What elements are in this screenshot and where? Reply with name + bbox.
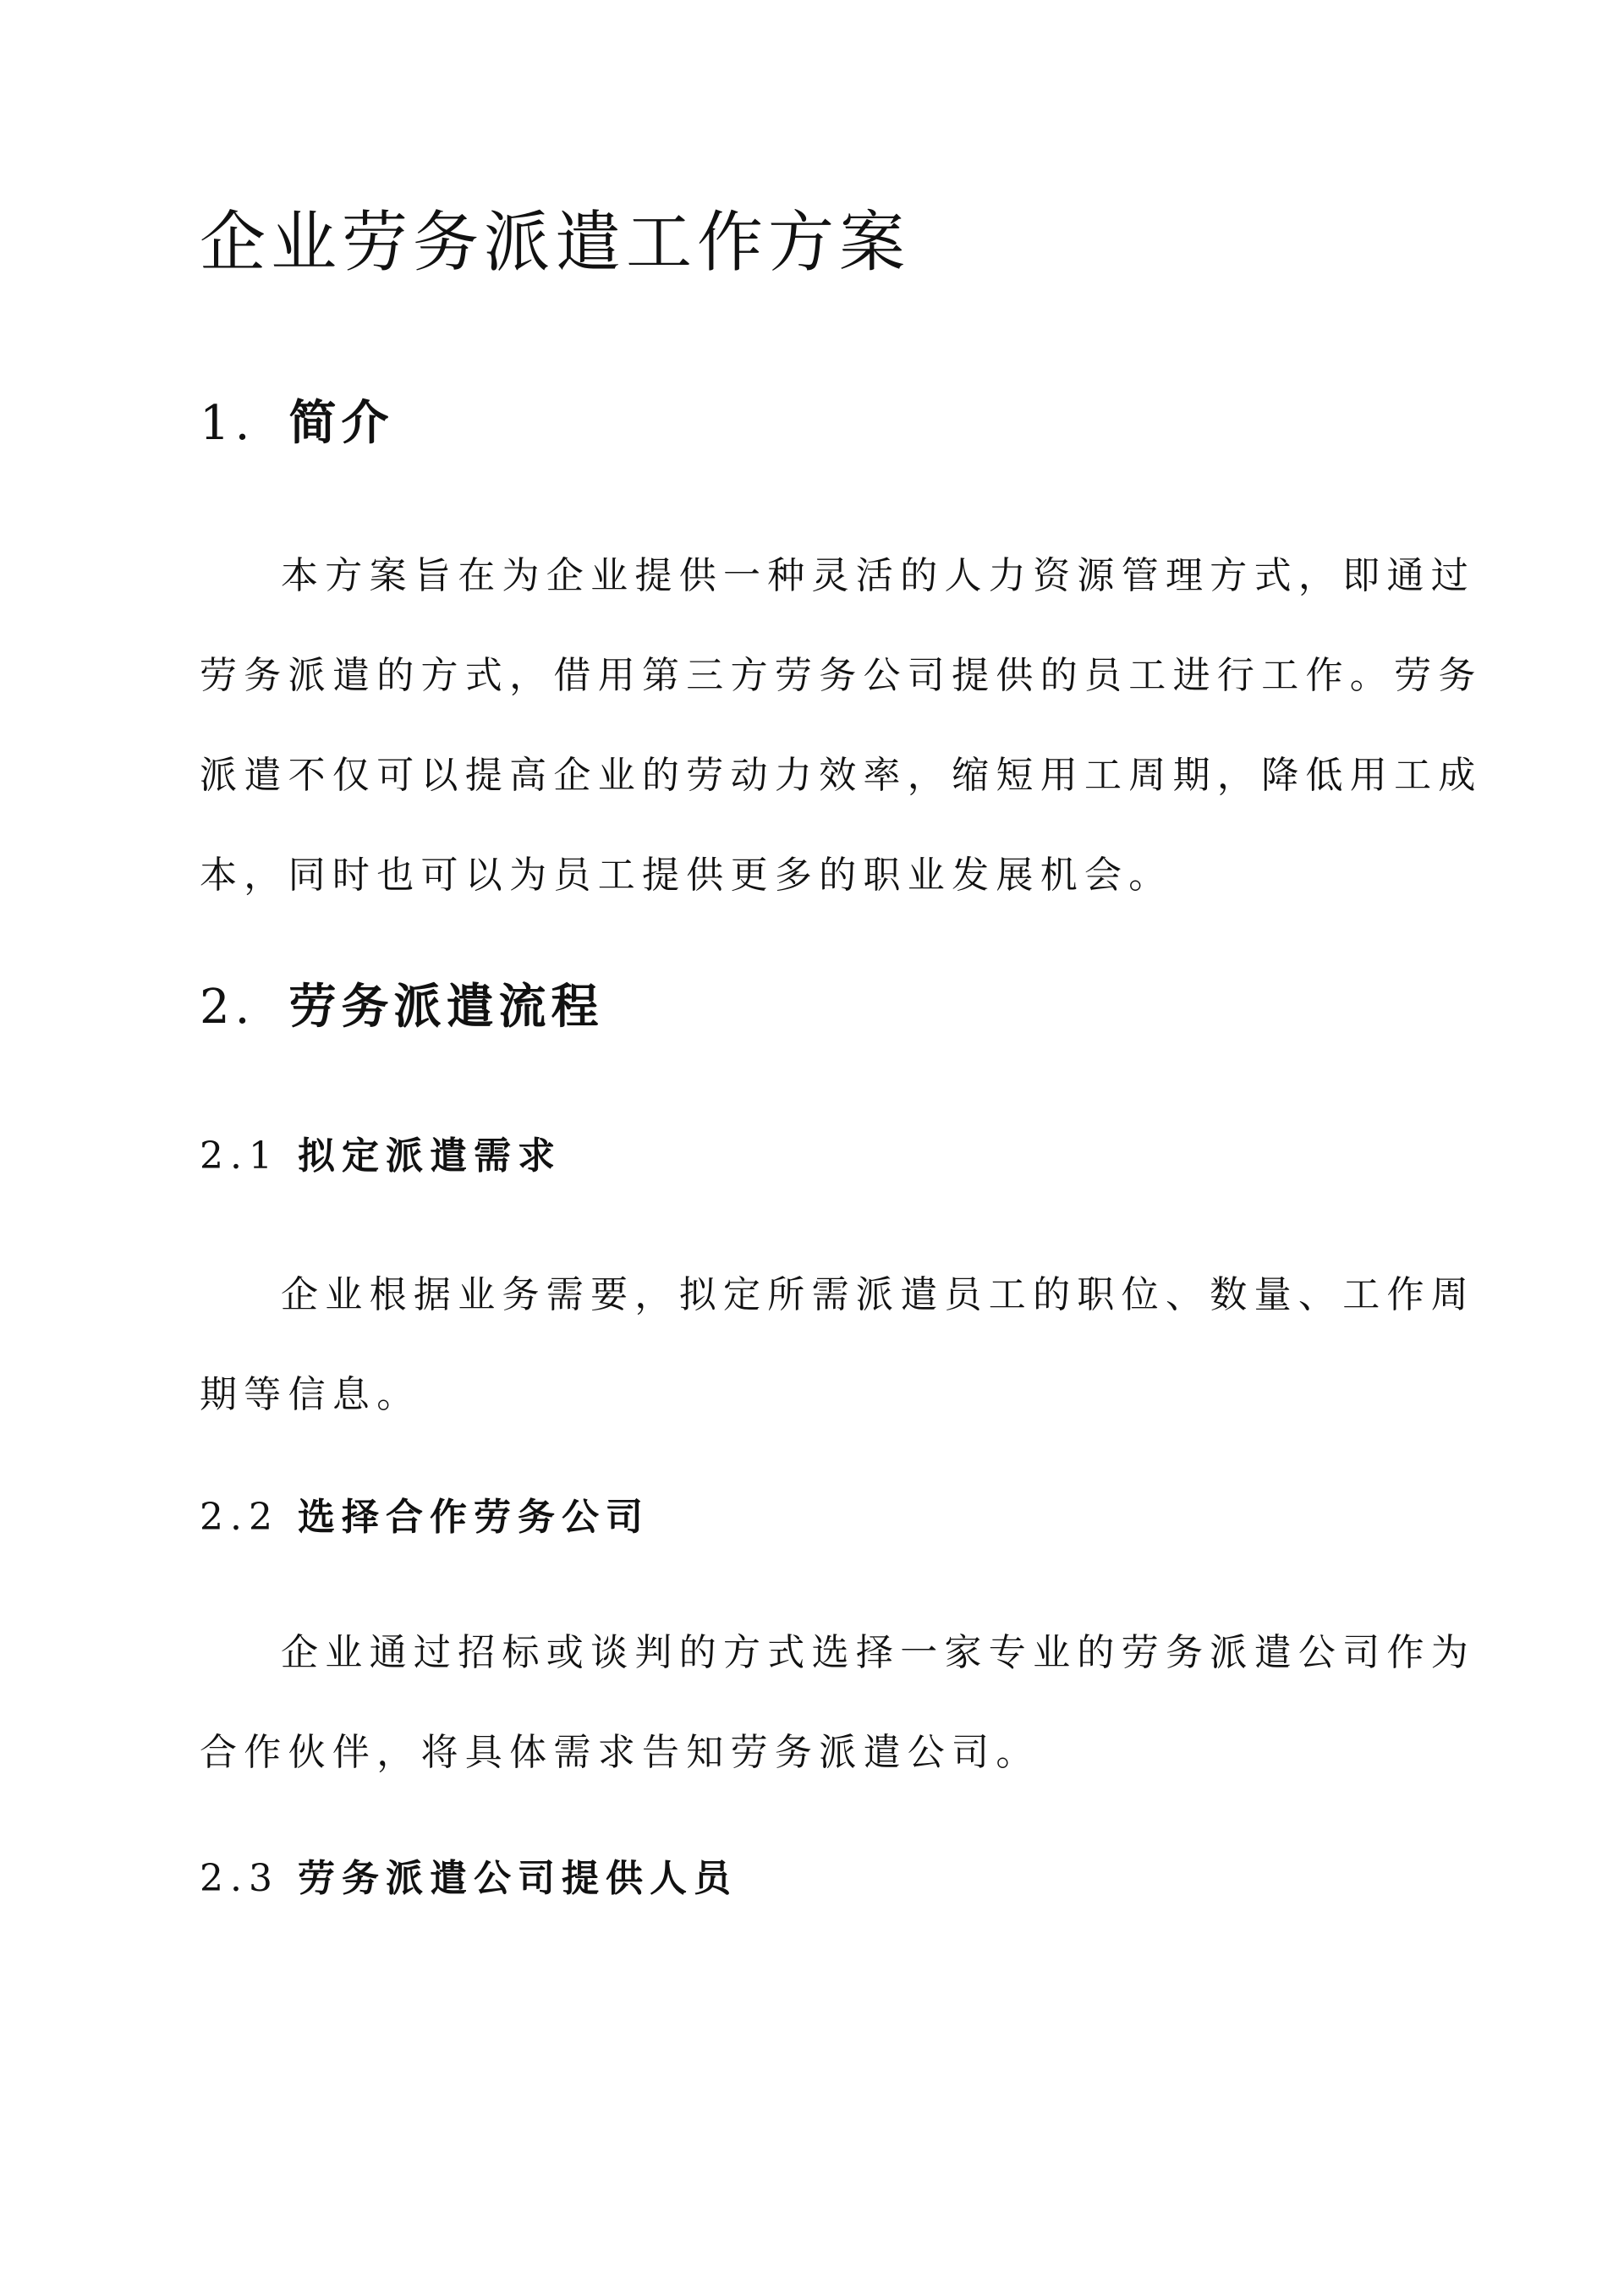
paragraph-line: 本方案旨在为企业提供一种灵活的人力资源管理方式，即通过 [281, 554, 1476, 597]
subsection-title: 选择合作劳务公司 [297, 1496, 650, 1539]
paragraph-line: 企业根据业务需要，拟定所需派遣员工的职位、数量、工作周 [281, 1273, 1476, 1316]
subsection-title: 拟定派遣需求 [297, 1134, 562, 1178]
section-heading [200, 389, 393, 458]
subsection-heading [200, 1852, 738, 1906]
paragraph-line: 企业通过招标或谈判的方式选择一家专业的劳务派遣公司作为 [281, 1631, 1476, 1674]
section-title: 劳务派遣流程 [288, 979, 604, 1035]
paragraph [200, 1603, 1476, 1803]
subsection-number: 2.1 [200, 1134, 279, 1178]
subsection-heading [200, 1129, 562, 1184]
subsection-heading [200, 1491, 650, 1545]
paragraph-line: 本，同时也可以为员工提供更多的职业发展机会。 [200, 854, 1173, 897]
paragraph [200, 526, 1483, 926]
paragraph [200, 1245, 1476, 1445]
paragraph-line: 劳务派遣的方式，借用第三方劳务公司提供的员工进行工作。劳务 [200, 654, 1483, 697]
paragraph-line: 派遣不仅可以提高企业的劳动力效率，缩短用工周期，降低用工成 [200, 754, 1483, 797]
subsection-number: 2.2 [200, 1496, 279, 1539]
subsection-number: 2.3 [200, 1857, 279, 1900]
section-title: 简介 [288, 395, 394, 451]
section-number: 2. [200, 980, 255, 1035]
document-title: 企业劳务派遣工作方案 [200, 205, 911, 281]
subsection-title: 劳务派遣公司提供人员 [297, 1857, 738, 1900]
paragraph-line: 合作伙伴，将具体需求告知劳务派遣公司。 [200, 1731, 1040, 1774]
paragraph-line: 期等信息。 [200, 1373, 421, 1416]
section-heading [200, 973, 603, 1041]
section-number: 1. [200, 396, 255, 451]
